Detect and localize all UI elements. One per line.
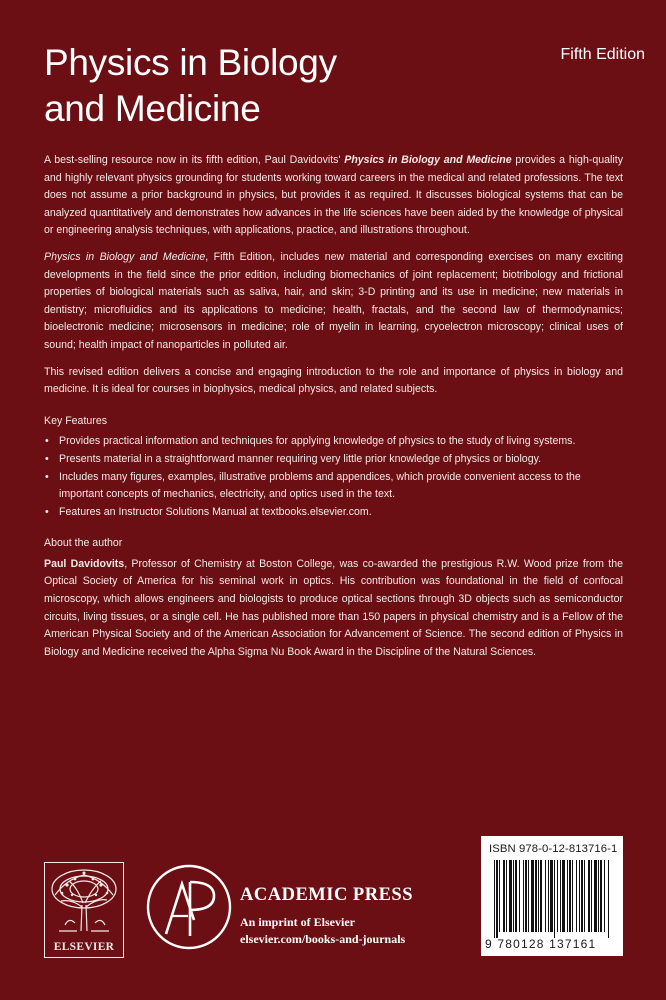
isbn-label: ISBN 978-0-12-813716-1 — [489, 843, 618, 855]
back-cover-copy — [44, 152, 623, 670]
elsevier-logo — [44, 862, 124, 958]
academic-press-text — [240, 884, 413, 948]
intro-paragraph-1 — [44, 152, 623, 240]
book-title: Physics in Biology and Medicine — [44, 42, 337, 129]
intro-text: , Fifth Edition, includes new material and corresponding exercises on many exciting developments in the field since the prior edition, including biomechanics of joint replacement; biotribology and frictional properties of biological materials such as saliva, hair, and skin; 3-D printing and its use in medicine; new materials in dentistry; microfluidics and its applications to medicine; health, fractals, and the second law of thermodynamics; bioelectronic medicine; microsensors in medicine; role of myelin in learning, cryoelectron microscopy; clinical uses of sound; health impact of nanoparticles in polluted air. — [44, 250, 623, 351]
publisher-url: elsevier.com/books-and-journals — [240, 932, 406, 946]
about-author-heading: About the author — [44, 537, 123, 550]
edition-label: Fifth Edition — [560, 46, 645, 63]
intro-paragraph-3: This revised edition delivers a concise and engaging introduction to the role and importance of physics in biology and medicine. It is ideal for courses in biophysics, medical physics, and related subjects. — [44, 365, 623, 396]
feature-item: • Provides practical information and techniques for applying knowledge of physics to the study of living systems. — [44, 433, 623, 451]
key-features-list — [44, 433, 623, 521]
feature-item: • Includes many figures, examples, illustrative problems and appendices, which provide convenient access to the important concepts of mechanics, electricity, and optics used in the text. — [44, 469, 623, 504]
intro-text: A best-selling resource now in its fifth edition, Paul Davidovits' — [44, 154, 345, 166]
intro-book-title: Physics in Biology and Medicine — [344, 154, 512, 166]
elsevier-tree-icon — [47, 865, 121, 935]
intro-text: provides a high-quality and highly relevant physics grounding for students working toward careers in the medical and related professions. The text does not assume a prior background in physics, but provides it as required. It discusses biological systems that can be analyzed quantitatively and demonstrates how advances in the life sciences have been aided by the knowledge of physical or engineering analysis techniques, with applications, practice, and illustrations throughout. — [44, 154, 623, 237]
academic-press-ap-icon — [144, 862, 234, 952]
academic-press-name: ACADEMIC PRESS — [240, 885, 414, 905]
feature-item: • Features an Instructor Solutions Manual at textbooks.elsevier.com. — [44, 504, 623, 522]
feature-item: • Presents material in a straightforward manner requiring very little prior knowledge of physics or biology. — [44, 451, 623, 469]
key-features-heading: Key Features — [44, 414, 108, 427]
author-name: Paul Davidovits — [44, 557, 125, 570]
isbn-barcode-box — [481, 836, 623, 956]
barcode-digits: 9 780128 137161 — [485, 937, 597, 951]
about-author-paragraph — [44, 556, 623, 662]
imprint-line: An imprint of Elsevier — [240, 915, 355, 929]
intro-paragraph-2 — [44, 249, 623, 355]
barcode-icon — [494, 860, 612, 938]
elsevier-wordmark: ELSEVIER — [53, 941, 115, 953]
intro-book-title: Physics in Biology and Medicine — [44, 250, 206, 263]
author-bio: , Professor of Chemistry at Boston College, was co-awarded the prestigious R.W. Wood prize from the Optical Society of America for his seminal work in optics. His contribution was foundational in the field of confocal microscopy, which allows engineers and biologists to produce optical sections through 3D objects such as semiconductor circuits, living tissues, or a single cell. He has published more than 150 papers in physical chemistry and is a Fellow of the American Physical Society and of the American Association for Advancement of Science. The second edition of Physics in Biology and Medicine received the Alpha Sigma Nu Book Award in the Discipline of the Natural Sciences. — [44, 557, 623, 658]
publisher-logos — [44, 856, 464, 956]
